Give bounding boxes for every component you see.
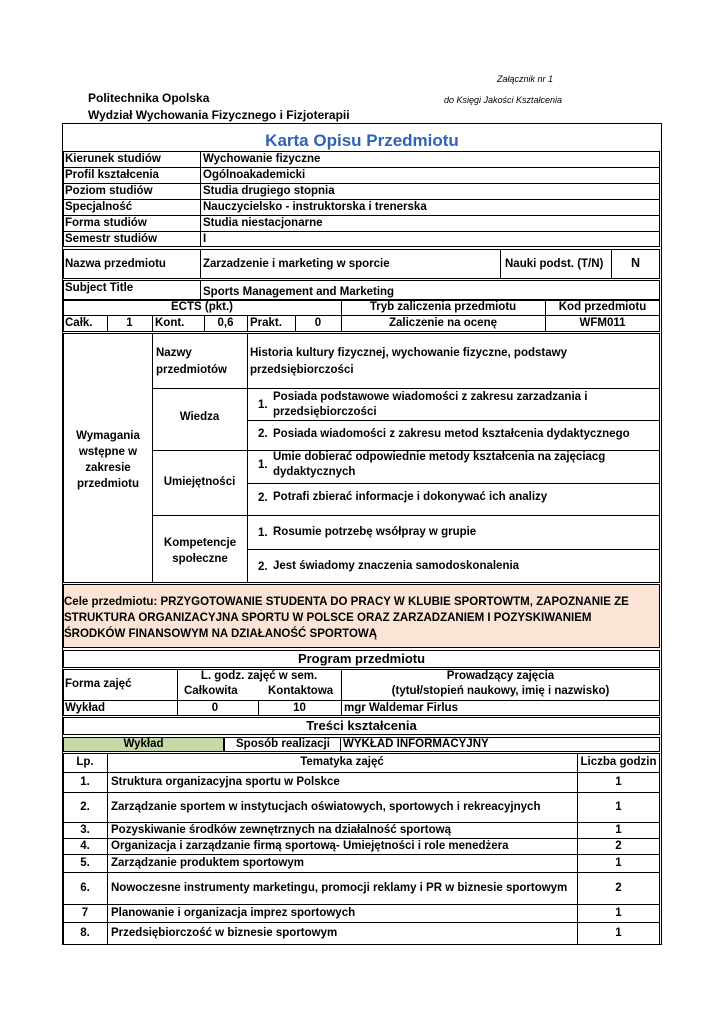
social-competence-label: Kompetencje społeczne xyxy=(163,537,237,565)
table-row-1-lp: 1. xyxy=(80,776,90,788)
prior-subjects-value: Historia kultury fizycznej, wychowanie fizyczne, podstawy przedsiębiorczości xyxy=(250,347,567,376)
social-1-number: 1. xyxy=(258,527,268,539)
university-name: Politechnika Opolska xyxy=(88,91,210,105)
content-title: Treści kształcenia xyxy=(306,718,417,733)
table-row-4-topic: Organizacja i zarządzanie firmą sportową- Umiejętności i role menedżera xyxy=(111,840,509,852)
table-row-2-hours: 1 xyxy=(615,801,622,813)
specialty-value: Nauczycielsko - instruktorska i trenerska xyxy=(203,201,427,213)
table-row-5-topic: Zarządzanie produktem sportowym xyxy=(111,857,304,869)
semester-label: Semestr studiów xyxy=(65,233,158,245)
annex-sub-label: do Księgi Jakości Kształcenia xyxy=(444,95,563,105)
subject-code-header: Kod przedmiotu xyxy=(558,301,647,313)
table-row-4-hours: 2 xyxy=(615,840,622,852)
program-row-teacher: mgr Waldemar Firlus xyxy=(344,702,458,714)
knowledge-2-number: 2. xyxy=(258,428,268,440)
knowledge-1-text: Posiada podstawowe wiadomości z zakresu zarzadzania i przedsiębiorczości xyxy=(273,391,588,418)
social-2-text: Jest świadomy znaczenia samodoskonalenia xyxy=(273,560,520,572)
ects-contact-label: Kont. xyxy=(155,317,185,329)
ects-practical-label: Prakt. xyxy=(250,317,282,329)
subject-title-value: Sports Management and Marketing xyxy=(203,286,395,298)
hours-label: L. godz. zajęć w sem. xyxy=(200,670,318,682)
table-row-7-lp: 7 xyxy=(81,907,89,919)
level-value: Studia drugiego stopnia xyxy=(203,185,335,197)
teacher-label: Prowadzący zajęcia xyxy=(446,670,555,682)
table-row-1-hours: 1 xyxy=(615,776,622,788)
content-type: Wykład xyxy=(123,738,164,750)
method-label: Sposób realizacji xyxy=(236,738,330,750)
profile-value: Ogólnoakademicki xyxy=(203,169,306,181)
knowledge-2-text: Posiada wiadomości z zakresu metod kształcenia dydaktycznego xyxy=(273,428,630,440)
table-row-8-topic: Przedsiębiorczość w biznesie sportowym xyxy=(111,927,338,939)
table-row-2-lp: 2. xyxy=(80,801,90,813)
table-row-8-hours: 1 xyxy=(615,927,622,939)
program-row-form: Wykład xyxy=(65,702,106,714)
table-row-7-hours: 1 xyxy=(615,907,622,919)
field-of-study-label: Kierunek studiów xyxy=(65,153,161,165)
ects-header: ECTS (pkt.) xyxy=(171,301,233,313)
knowledge-label: Wiedza xyxy=(179,411,220,423)
table-row-5-hours: 1 xyxy=(615,857,622,869)
specialty-label: Specjalność xyxy=(65,201,133,213)
social-2-number: 2. xyxy=(258,561,268,573)
program-title: Program przedmiotu xyxy=(297,651,426,666)
hours-total-label: Całkowita xyxy=(184,685,238,697)
table-row-2-topic: Zarządzanie sportem w instytucjach oświatowych, sportowych i rekreacyjnych xyxy=(111,801,541,813)
skills-2-number: 2. xyxy=(258,492,268,504)
program-row-contact: 10 xyxy=(293,702,306,714)
table-row-4-lp: 4. xyxy=(80,840,90,852)
table-row-6-lp: 6. xyxy=(80,882,90,894)
table-row-3-topic: Pozyskiwanie środków zewnętrznych na działalność sportową xyxy=(111,824,451,836)
semester-value: I xyxy=(203,233,207,245)
assessment-mode-value: Zaliczenie na ocenę xyxy=(388,317,497,329)
table-row-6-hours: 2 xyxy=(615,882,622,894)
study-form-label: Forma studiów xyxy=(65,217,147,229)
knowledge-1-number: 1. xyxy=(258,399,268,411)
method-value: WYKŁAD INFORMACYJNY xyxy=(343,738,489,750)
table-row-8-lp: 8. xyxy=(80,927,90,939)
prior-subjects-label: Nazwy przedmiotów xyxy=(156,347,227,376)
requirements-label: Wymagania wstępne w zakresie przedmiotu xyxy=(76,430,140,490)
table-row-6-topic: Nowoczesne instrumenty marketingu, promocji reklamy i PR w biznesie sportowym xyxy=(111,882,568,894)
skills-2-text: Potrafi zbierać informacje i dokonywać ich analizy xyxy=(273,491,548,503)
basic-sciences-value: N xyxy=(630,256,641,270)
subject-name-label: Nazwa przedmiotu xyxy=(65,258,166,270)
table-row-3-lp: 3. xyxy=(80,824,90,836)
skills-1-text: Umie dobierać odpowiednie metody kształcenia na zajęciacg dydaktycznych xyxy=(273,451,606,478)
field-of-study-value: Wychowanie fizyczne xyxy=(203,153,321,165)
class-form-label: Forma zajęć xyxy=(65,678,132,690)
card-title: Karta Opisu Przedmiotu xyxy=(265,131,459,150)
subject-name-value: Zarzadzenie i marketing w sporcie xyxy=(203,258,390,270)
teacher-sub-label: (tytuł/stopień naukowy, imię i nazwisko) xyxy=(391,685,610,697)
col-topic-header: Tematyka zajęć xyxy=(300,756,384,768)
faculty-name: Wydział Wychowania Fizycznego i Fizjoterapii xyxy=(88,108,350,122)
hours-contact-label: Kontaktowa xyxy=(268,685,334,697)
col-hours-header: Liczba godzin xyxy=(580,756,657,768)
ects-practical-value: 0 xyxy=(314,317,322,329)
annex-label: Załącznik nr 1 xyxy=(497,74,554,84)
ects-total-value: 1 xyxy=(126,317,133,329)
skills-1-number: 1. xyxy=(258,459,268,471)
skills-label: Umiejętności xyxy=(163,476,236,488)
level-label: Poziom studiów xyxy=(65,185,153,197)
table-row-5-lp: 5. xyxy=(80,857,90,869)
table-row-1-topic: Struktura organizacyjna sportu w Polskce xyxy=(111,776,340,788)
table-row-7-topic: Planowanie i organizacja imprez sportowych xyxy=(111,907,356,919)
study-form-value: Studia niestacjonarne xyxy=(203,217,323,229)
ects-total-label: Całk. xyxy=(65,317,93,329)
program-row-total: 0 xyxy=(211,702,219,714)
assessment-mode-header: Tryb zaliczenia przedmiotu xyxy=(369,301,517,313)
profile-label: Profil kształcenia xyxy=(65,169,159,181)
ects-contact-value: 0,6 xyxy=(217,317,234,329)
basic-sciences-label: Nauki podst. (T/N) xyxy=(505,258,604,270)
subject-title-label: Subject Title xyxy=(65,282,134,294)
course-goals-text: Cele przedmiotu: PRZYGOTOWANIE STUDENTA DO PRACY W KLUBIE SPORTOWTM, ZAPOZNANIE ZE STRUKTURA ORGANIZACYJNA SPORTU W POLSCE ORAZ ZARZADZANIEM I POZYSKIWANIEM ŚRODKÓW FINANSOWYM NA DZIAŁANOŚĆ SPORTOWĄ xyxy=(64,596,629,640)
subject-code-value: WFM011 xyxy=(579,317,626,329)
table-row-3-hours: 1 xyxy=(615,824,622,836)
col-lp-header: Lp. xyxy=(76,756,94,768)
social-1-text: Rosumie potrzebę wsółpray w grupie xyxy=(273,526,477,538)
